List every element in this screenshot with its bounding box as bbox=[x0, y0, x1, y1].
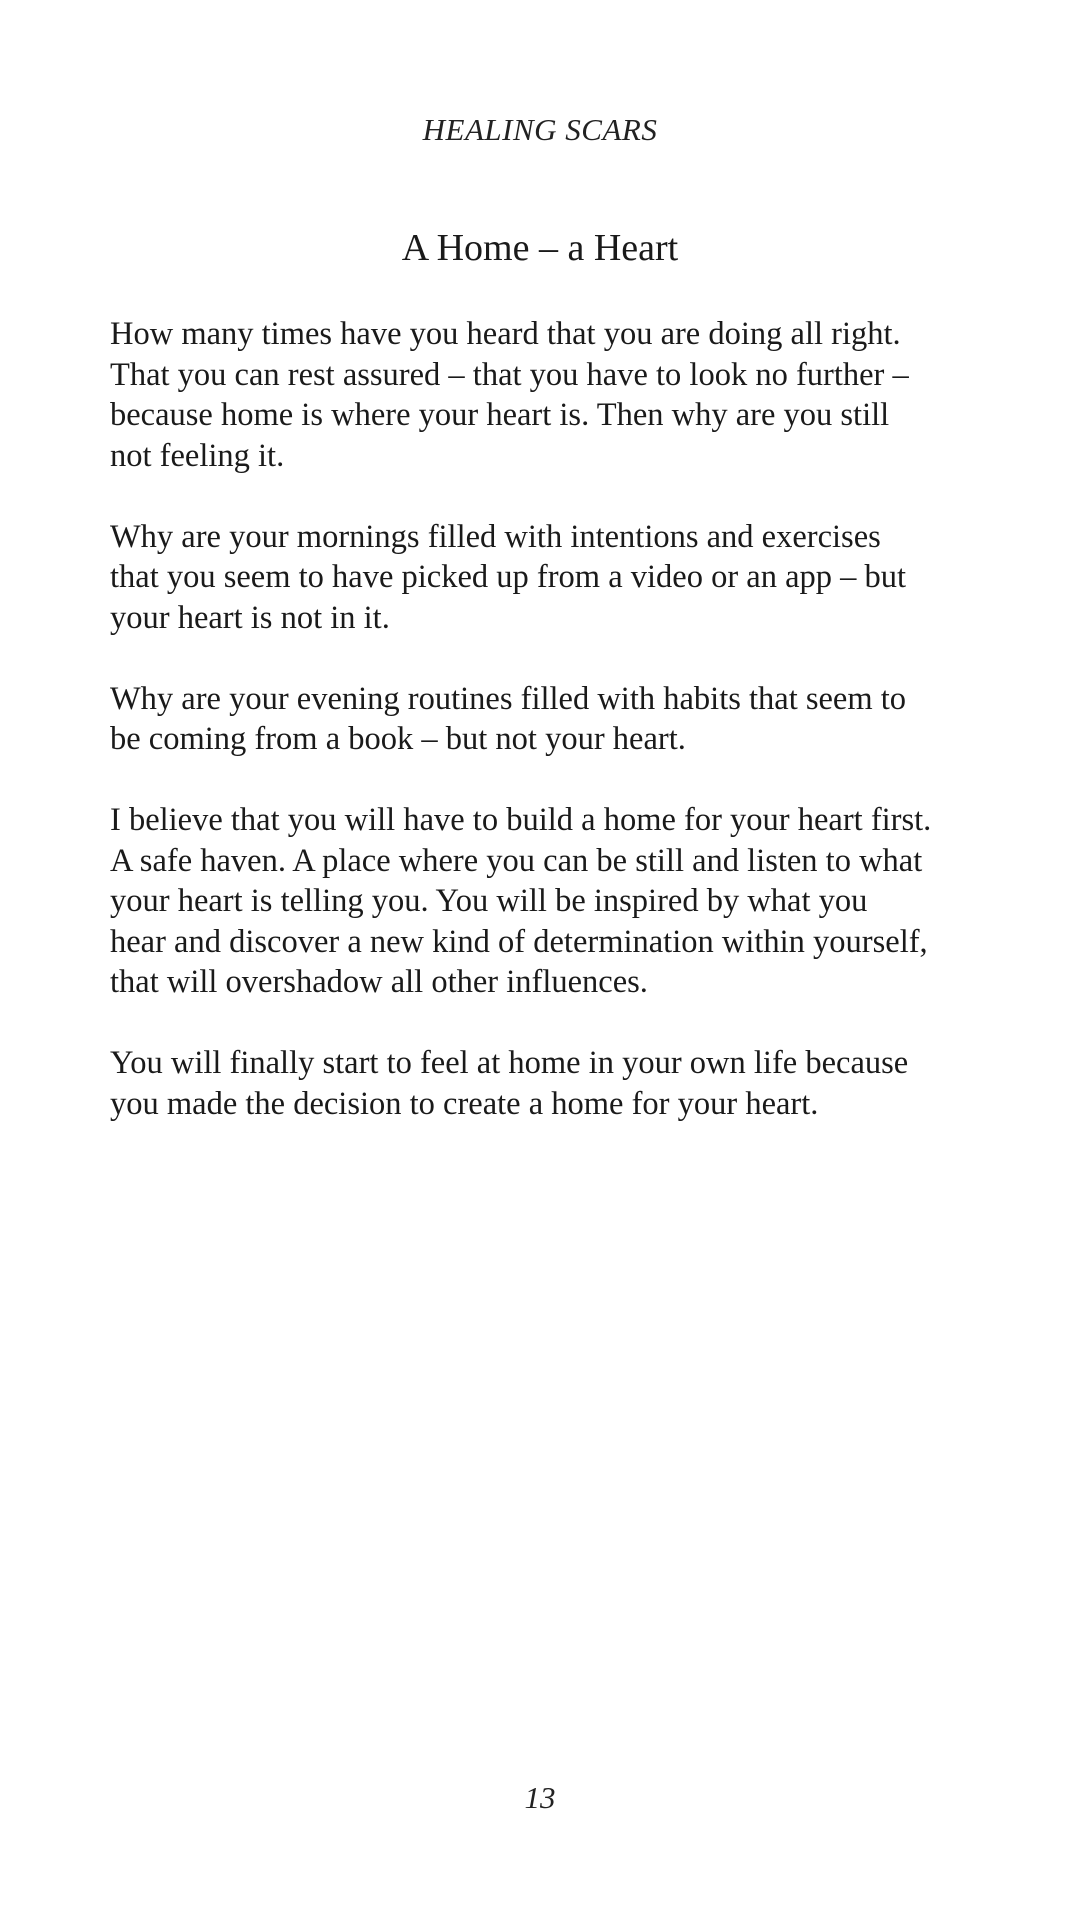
text-line: That you can rest assured – that you have to look no further – bbox=[110, 356, 909, 393]
text-line: You will finally start to feel at home in your own life because bbox=[110, 1045, 909, 1081]
text-line: your heart is not in it. bbox=[110, 599, 390, 636]
text-line: How many times have you heard that you are doing all right. bbox=[110, 316, 901, 352]
text-line: Why are your mornings filled with intentions and exercises bbox=[110, 518, 881, 555]
running-head: HEALING SCARS bbox=[422, 112, 658, 147]
paragraph bbox=[110, 679, 980, 760]
text-line: that will overshadow all other influences. bbox=[110, 964, 648, 1000]
paragraph bbox=[110, 800, 980, 1003]
text-line: that you seem to have picked up from a video or an app – but bbox=[110, 559, 907, 595]
text-line: not feeling it. bbox=[110, 437, 285, 474]
text-line: hear and discover a new kind of determination within yourself, bbox=[110, 923, 928, 960]
paragraph bbox=[110, 314, 980, 476]
body-text bbox=[110, 314, 980, 1165]
page-number: 13 bbox=[524, 1780, 556, 1815]
text-line: because home is where your heart is. Then why are you still bbox=[110, 397, 890, 433]
text-line: Why are your evening routines filled with habits that seem to bbox=[110, 680, 907, 717]
paragraph bbox=[110, 1043, 980, 1124]
text-line: A safe haven. A place where you can be still and listen to what bbox=[110, 842, 923, 879]
text-line: be coming from a book – but not your heart. bbox=[110, 721, 686, 757]
text-line: you made the decision to create a home for your heart. bbox=[110, 1085, 819, 1122]
text-line: your heart is telling you. You will be inspired by what you bbox=[110, 883, 868, 919]
chapter-title: A Home – a Heart bbox=[401, 227, 679, 269]
text-line: I believe that you will have to build a home for your heart first. bbox=[110, 802, 932, 838]
paragraph bbox=[110, 517, 980, 639]
